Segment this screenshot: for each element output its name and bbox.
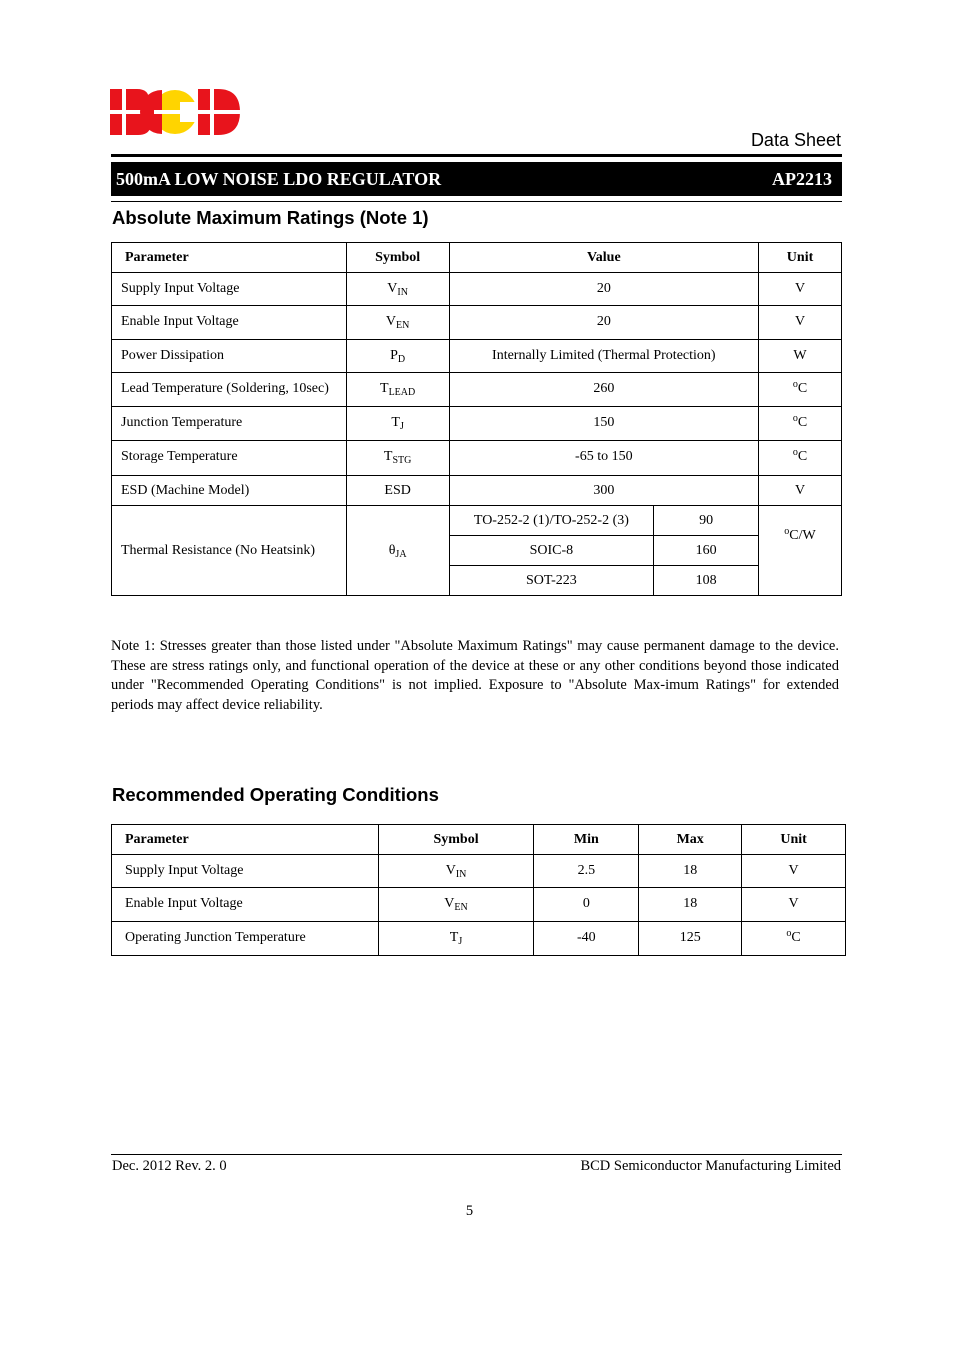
cell-unit: V bbox=[742, 888, 846, 922]
cell-symbol: $V_{EN}$ bbox=[346, 306, 449, 340]
cell-parameter: Enable Input Voltage bbox=[112, 306, 347, 340]
cell-unit: V bbox=[759, 306, 842, 340]
cell-parameter: Operating Junction Temperature bbox=[112, 922, 379, 956]
cell-unit: $^o$C/W bbox=[759, 506, 842, 596]
cell-value: 20 bbox=[449, 273, 759, 306]
cell-min: -40 bbox=[534, 922, 639, 956]
footer-date-revision: Dec. 2012 Rev. 2. 0 bbox=[112, 1158, 227, 1174]
title-underline bbox=[111, 201, 842, 202]
table-row bbox=[112, 407, 842, 441]
cell-parameter: Lead Temperature (Soldering, 10sec) bbox=[112, 373, 347, 407]
cell-min: 0 bbox=[534, 888, 639, 922]
cell-symbol: $\theta_{JA}$ bbox=[346, 506, 449, 596]
cell-parameter: Junction Temperature bbox=[112, 407, 347, 441]
title-bar bbox=[111, 162, 842, 196]
header-parameter: Parameter bbox=[112, 243, 347, 273]
cell-unit: V bbox=[742, 855, 846, 888]
table-row bbox=[112, 888, 846, 922]
cell-unit: $^o$C bbox=[759, 373, 842, 407]
cell-max: 18 bbox=[639, 888, 742, 922]
cell-parameter: Thermal Resistance (No Heatsink) bbox=[112, 506, 347, 596]
header-symbol: Symbol bbox=[346, 243, 449, 273]
cell-package: TO-252-2 (1)/TO-252-2 (3) bbox=[449, 506, 654, 536]
header-unit: Unit bbox=[742, 825, 846, 855]
cell-symbol: $T_{STG}$ bbox=[346, 441, 449, 476]
cell-symbol: $P_D$ bbox=[346, 340, 449, 373]
cell-symbol: ESD bbox=[346, 476, 449, 506]
cell-symbol: $V_{EN}$ bbox=[378, 888, 534, 922]
table-row bbox=[112, 340, 842, 373]
cell-unit: W bbox=[759, 340, 842, 373]
table-row bbox=[112, 855, 846, 888]
cell-value: 90 bbox=[654, 506, 759, 536]
cell-unit: $^o$C bbox=[759, 407, 842, 441]
cell-parameter: Power Dissipation bbox=[112, 340, 347, 373]
document-title: 500mA LOW NOISE LDO REGULATOR bbox=[116, 168, 442, 189]
cell-symbol: $V_{IN}$ bbox=[378, 855, 534, 888]
header-min: Min bbox=[534, 825, 639, 855]
footer-company: BCD Semiconductor Manufacturing Limited bbox=[580, 1158, 841, 1174]
cell-symbol: $T_J$ bbox=[346, 407, 449, 441]
cell-symbol: $T_J$ bbox=[378, 922, 534, 956]
table-row bbox=[112, 373, 842, 407]
table-row bbox=[112, 922, 846, 956]
table-row bbox=[112, 306, 842, 340]
cell-value: 260 bbox=[449, 373, 759, 407]
doc-type-label: Data Sheet bbox=[750, 130, 841, 150]
cell-value: Internally Limited (Thermal Protection) bbox=[449, 340, 759, 373]
cell-value: 150 bbox=[449, 407, 759, 441]
cell-parameter: Enable Input Voltage bbox=[112, 888, 379, 922]
header-value: Value bbox=[449, 243, 759, 273]
part-number: AP2213 bbox=[772, 168, 832, 189]
table-row bbox=[112, 476, 842, 506]
amr-heading: Absolute Maximum Ratings (Note 1) bbox=[112, 207, 429, 228]
table-row bbox=[112, 441, 842, 476]
page-number: 5 bbox=[465, 1203, 474, 1219]
cell-parameter: ESD (Machine Model) bbox=[112, 476, 347, 506]
note-1: Note 1: Stresses greater than those listed under "Absolute Maximum Ratings" may cause permanent damage to the device. These are stress ratings only, and functional operation of the device at these or any other conditions beyond those indicated under "Recommended Operating Conditions" is not implied. Exposure to "Absolute Max-imum Ratings" for extended periods may affect device reliability. bbox=[111, 638, 839, 713]
cell-min: 2.5 bbox=[534, 855, 639, 888]
cell-unit: V bbox=[759, 273, 842, 306]
table-header-row bbox=[112, 243, 842, 273]
roc-heading: Recommended Operating Conditions bbox=[112, 784, 439, 805]
table-row bbox=[112, 273, 842, 306]
cell-value: 160 bbox=[654, 536, 759, 566]
cell-max: 18 bbox=[639, 855, 742, 888]
cell-value: -65 to 150 bbox=[449, 441, 759, 476]
cell-symbol: $T_{LEAD}$ bbox=[346, 373, 449, 407]
cell-parameter: Storage Temperature bbox=[112, 441, 347, 476]
bcd-logo bbox=[110, 89, 240, 135]
cell-value: 300 bbox=[449, 476, 759, 506]
cell-value: 20 bbox=[449, 306, 759, 340]
cell-parameter: Supply Input Voltage bbox=[112, 273, 347, 306]
cell-package: SOT-223 bbox=[449, 566, 654, 596]
header-parameter: Parameter bbox=[112, 825, 379, 855]
footer-rule bbox=[111, 1154, 842, 1155]
cell-unit: V bbox=[759, 476, 842, 506]
cell-parameter: Supply Input Voltage bbox=[112, 855, 379, 888]
cell-package: SOIC-8 bbox=[449, 536, 654, 566]
header-symbol: Symbol bbox=[378, 825, 534, 855]
table-row bbox=[112, 506, 842, 536]
table-header-row bbox=[112, 825, 846, 855]
cell-unit: $^o$C bbox=[759, 441, 842, 476]
header-max: Max bbox=[639, 825, 742, 855]
cell-value: 108 bbox=[654, 566, 759, 596]
header-rule bbox=[111, 154, 842, 157]
cell-unit: $^o$C bbox=[742, 922, 846, 956]
cell-max: 125 bbox=[639, 922, 742, 956]
cell-symbol: $V_{IN}$ bbox=[346, 273, 449, 306]
recommended-operating-conditions-table bbox=[111, 824, 846, 956]
absolute-maximum-ratings-table bbox=[111, 242, 842, 596]
header-unit: Unit bbox=[759, 243, 842, 273]
